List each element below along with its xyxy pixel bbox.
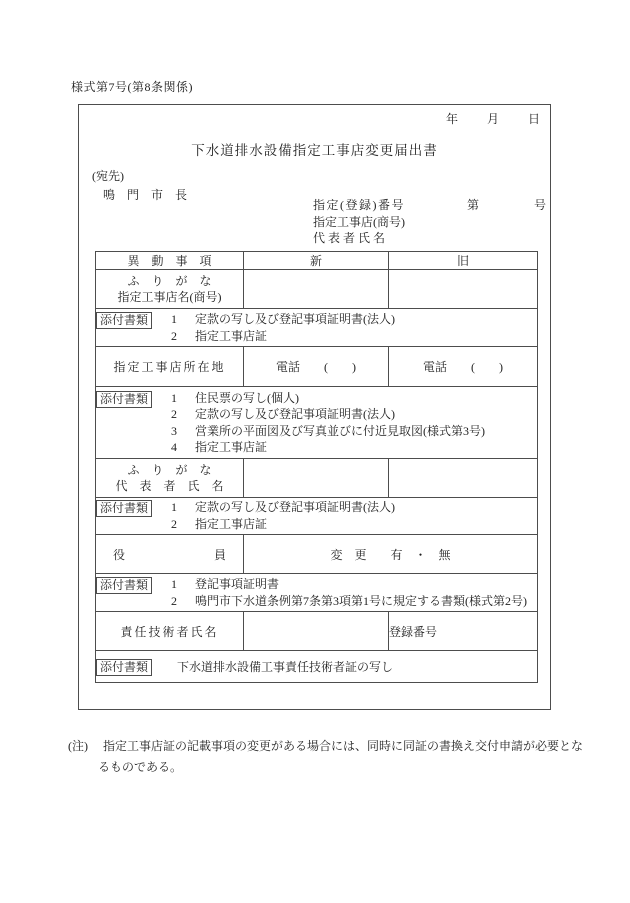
form-number: 様式第7号(第8条関係) [71,80,193,94]
representative-label: 代表者氏名 [313,231,389,245]
representative-old-cell [389,459,538,498]
furigana-label: ふ り が な [127,274,212,288]
officer-row [96,535,538,574]
form-title: 下水道排水設備指定工事店変更届出書 [191,143,438,158]
attachment-label: 添付書類 [96,312,152,329]
address-label-cell: 指定工事店所在地 [96,347,244,387]
change-items-table [95,251,538,683]
attachment-item: 2 定款の写し及び登記事項証明書(法人) [171,407,396,421]
header-new: 新 [244,252,389,270]
attachment-label: 添付書類 [96,659,152,676]
identification-block [313,197,548,247]
attachment-cell-3 [96,498,538,535]
header-old: 旧 [389,252,538,270]
footnote [68,736,592,778]
shop-name-row [96,270,538,309]
attachment-row-3 [96,498,538,535]
attachment-item: 3 営業所の平面図及び写真並びに付近見取図(様式第3号) [171,423,486,438]
attachment-item: 下水道排水設備工事責任技術者証の写し [177,660,394,674]
attachment-item: 2 鳴門市下水道条例第7条第3項第1号に規定する書類(様式第2号) [171,593,528,608]
attachment-label: 添付書類 [96,500,152,517]
officer-label-cell [96,535,244,574]
addressee-label: (宛先) [92,169,124,183]
representative-name-label: 代 表 者 氏 名 [115,479,224,493]
attachment-row-4 [96,574,538,612]
attachment-item: 4 指定工事店証 [171,440,268,454]
attachment-cell-4 [96,574,538,612]
header-change-item: 異 動 事 項 [96,252,244,270]
attachment-cell-5 [96,651,538,683]
representative-new-cell [244,459,389,498]
shop-name-label: 指定工事店名(商号) [117,290,222,304]
address-old-phone-cell: 電話 ( ) [389,347,538,387]
attachment-item: 1 定款の写し及び登記事項証明書(法人) [171,311,396,326]
engineer-row [96,612,538,651]
shop-name-label-cell [96,270,244,309]
footnote-label: (注) [68,739,88,753]
engineer-name-cell [244,612,389,651]
footnote-text: 指定工事店証の記載事項の変更がある場合には、同時に同証の書換え交付申請が必要となるものである。 [98,739,584,774]
attachment-label: 添付書類 [96,391,152,408]
attachment-row-1 [96,309,538,347]
number-suffix: 号 [533,198,546,212]
representative-label-cell [96,459,244,498]
shop-name-label: 指定工事店(商号) [313,214,405,229]
officer-change-cell: 変 更 有 ・ 無 [244,535,538,574]
attachment-item: 1 登記事項証明書 [171,576,280,591]
addressee-mayor: 鳴 門 市 長 [103,188,188,202]
address-row [96,347,538,387]
attachment-row-2 [96,387,538,459]
attachment-row-5 [96,651,538,683]
registration-number-cell: 登録番号 [389,612,538,651]
engineer-label-cell: 責任技術者氏名 [96,612,244,651]
attachment-item: 2 指定工事店証 [171,328,268,343]
attachment-item: 1 住民票の写し(個人) [171,390,300,405]
date-day-label: 日 [527,112,540,126]
attachment-cell-1 [96,309,538,347]
form-border-box [78,104,551,710]
table-header-row [96,252,538,270]
attachment-label: 添付書類 [96,577,152,594]
address-new-phone-cell: 電話 ( ) [244,347,389,387]
attachment-item: 1 定款の写し及び登記事項証明書(法人) [171,500,396,514]
furigana-label: ふ り が な [127,463,212,477]
number-prefix: 第 [467,198,480,212]
date-month-label: 月 [486,112,499,126]
designation-number-line [313,197,548,214]
attachment-cell-2 [96,387,538,459]
attachment-item: 2 指定工事店証 [171,517,268,531]
designation-number-label: 指定(登録)番号 [313,198,405,212]
officer-label-a: 役 [113,547,126,562]
representative-row [96,459,538,498]
date-line [446,110,540,127]
shop-name-old-cell [389,270,538,309]
shop-name-new-cell [244,270,389,309]
officer-label-b: 員 [213,547,226,562]
date-year-label: 年 [445,112,458,126]
